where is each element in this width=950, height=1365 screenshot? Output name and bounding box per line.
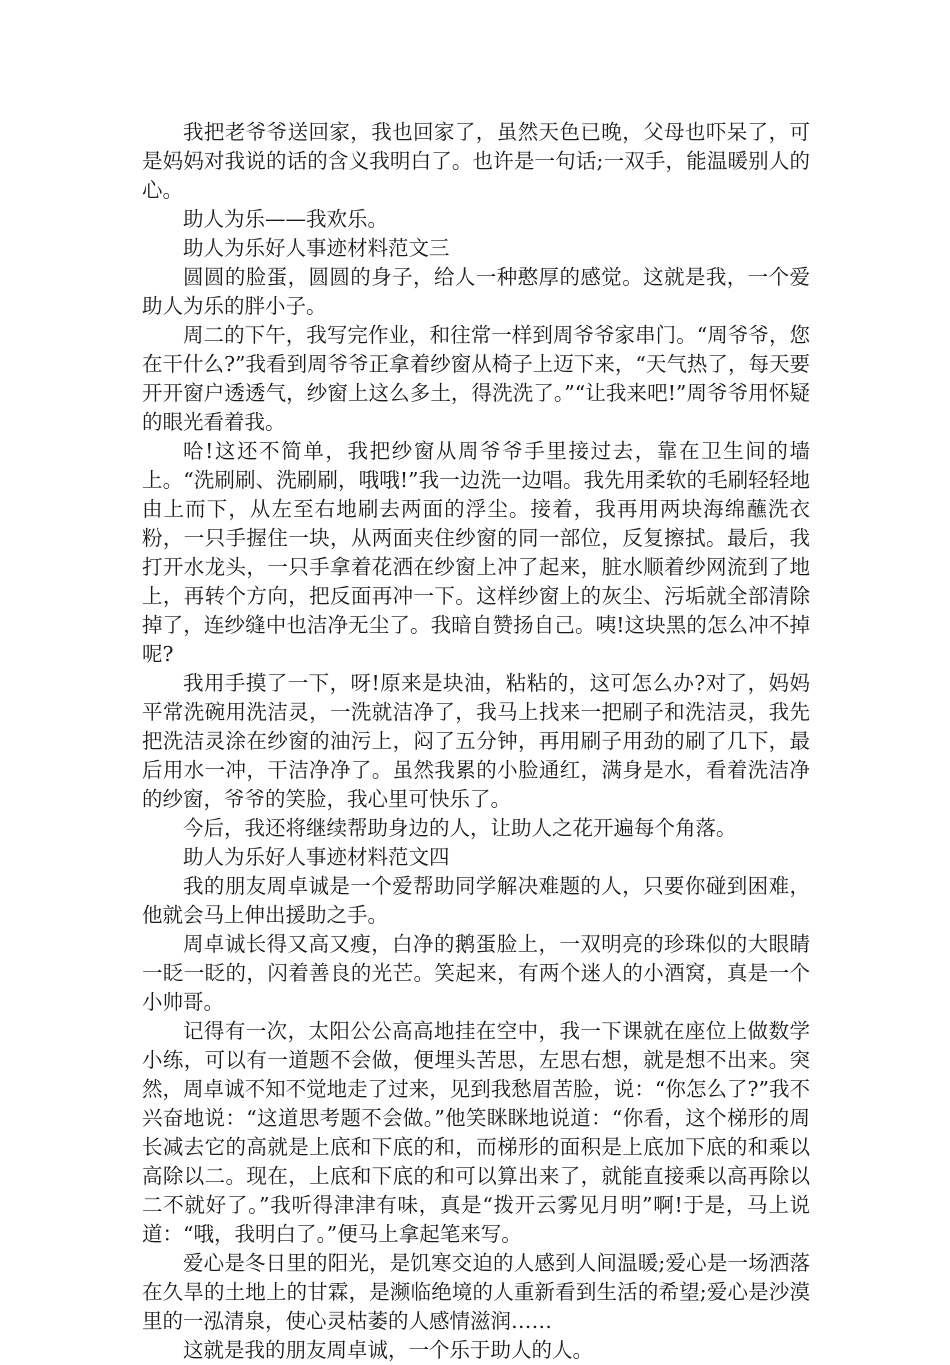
paragraph-7: 我用手摸了一下，呀!原来是块油，粘粘的，这可怎么办?对了，妈妈平常洗碗用洗洁灵，一洗就洁净了，我马上找来一把刷子和洗洁灵，我先把洗洁灵涂在纱窗的油污上，闷了五分钟，再用刷子用劲的刷了几下，最后用水一冲，干洁净净了。虽然我累的小脸通红，满身是水，看着洗洁净的纱窗，爷爷的笑脸，我心里可快乐了。	[142, 671, 810, 811]
paragraph-11: 周卓诚长得又高又瘦，白净的鹅蛋脸上，一双明亮的珍珠似的大眼睛一眨一眨的，闪着善良的光芒。笑起来，有两个迷人的小酒窝，真是一个小帅哥。	[142, 932, 810, 1014]
paragraph-10: 我的朋友周卓诚是一个爱帮助同学解决难题的人，只要你碰到困难，他就会马上伸出援助之手。	[142, 874, 810, 927]
paragraph-8: 今后，我还将继续帮助身边的人，让助人之花开遍每个角落。	[183, 816, 737, 840]
section-heading-3: 助人为乐好人事迹材料范文三	[183, 236, 450, 260]
paragraph-5: 周二的下午，我写完作业，和往常一样到周爷爷家串门。“周爷爷，您在干什么?”我看到周爷爷正拿着纱窗从椅子上迈下来，“天气热了，每天要开开窗户透透气，纱窗上这么多土，得洗洗了。”“让我来吧!”周爷爷用怀疑的眼光看着我。	[142, 323, 810, 434]
paragraph-4: 圆圆的脸蛋，圆圆的身子，给人一种憨厚的感觉。这就是我，一个爱助人为乐的胖小子。	[142, 265, 810, 318]
paragraph-6: 哈!这还不简单，我把纱窗从周爷爷手里接过去，靠在卫生间的墙上。“洗刷刷、洗刷刷，哦哦!”我一边洗一边唱。我先用柔软的毛刷轻轻地由上而下，从左至右地刷去两面的浮尘。接着，我再用两块海绵蘸洗衣粉，一只手握住一块，从两面夹住纱窗的同一部位，反复擦拭。最后，我打开水龙头，一只手拿着花洒在纱窗上冲了起来，脏水顺着纱网流到了地上，再转个方向，把反面再冲一下。这样纱窗上的灰尘、污垢就全部清除掉了，连纱缝中也洁净无尘了。我暗自赞扬自己。咦!这块黑的怎么冲不掉呢?	[142, 439, 810, 666]
paragraph-14: 这就是我的朋友周卓诚，一个乐于助人的人。	[183, 1338, 593, 1362]
document-body	[142, 118, 810, 1365]
paragraph-12: 记得有一次，太阳公公高高地挂在空中，我一下课就在座位上做数学小练，可以有一道题不会做，便埋头苦思，左思右想，就是想不出来。突然，周卓诚不知不觉地走了过来，见到我愁眉苦脸，说：“你怎么了?”我不兴奋地说：“这道思考题不会做。”他笑眯眯地说道：“你看，这个梯形的周长减去它的高就是上底和下底的和，而梯形的面积是上底加下底的和乘以高除以二。现在，上底和下底的和可以算出来了，就能直接乘以高再除以二不就好了。”我听得津津有味，真是“拨开云雾见月明”啊!于是，马上说道：“哦，我明白了。”便马上拿起笔来写。	[142, 1019, 810, 1246]
paragraph-13: 爱心是冬日里的阳光，是饥寒交迫的人感到人间温暖;爱心是一场洒落在久旱的土地上的甘霖，是濒临绝境的人重新看到生活的希望;爱心是沙漠里的一泓清泉，使心灵枯萎的人感情滋润……	[142, 1251, 810, 1333]
paragraph-2: 助人为乐——我欢乐。	[183, 207, 388, 231]
section-heading-4: 助人为乐好人事迹材料范文四	[183, 845, 450, 869]
paragraph-1: 我把老爷爷送回家，我也回家了，虽然天色已晚，父母也吓呆了，可是妈妈对我说的话的含义我明白了。也许是一句话;一双手，能温暖别人的心。	[142, 120, 810, 202]
